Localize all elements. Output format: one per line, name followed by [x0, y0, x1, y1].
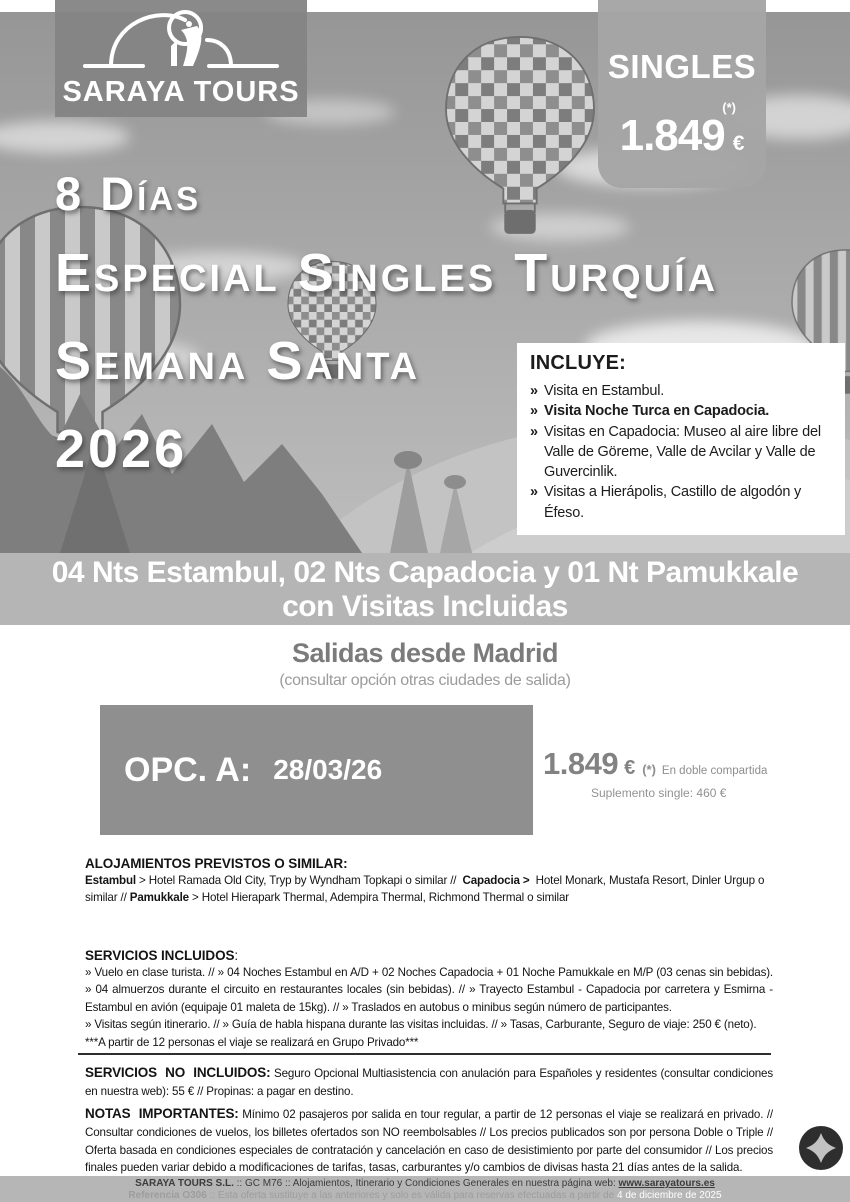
incluye-heading: INCLUYE:: [530, 352, 627, 374]
important-notes-heading: NOTAS IMPORTANTES:: [85, 1106, 239, 1121]
singles-price: [598, 111, 766, 161]
not-included-heading: SERVICIOS NO INCLUIDOS:: [85, 1065, 271, 1080]
footer-company: SARAYA TOURS S.L.: [135, 1178, 234, 1189]
option-a-box: [100, 705, 533, 835]
trip-title-line1: Especial Singles Turquía: [55, 243, 719, 303]
itinerary-banner: [0, 553, 850, 625]
logo-box: [55, 0, 307, 117]
footer-reference: Referencia O306: [128, 1190, 207, 1201]
incluye-item: » Visitas a Hierápolis, Castillo de algodón y Éfeso.: [530, 482, 839, 523]
price-block: [543, 746, 843, 800]
included-services-p1: » Vuelo en clase turista. // » 04 Noches Estambul en A/D + 02 Noches Capadocia + 01 Noche Pamukkale en M/P (03 cenas sin bebidas). » 04 almuerzos durante el circuito en restaurantes locales (sin bebidas). // » Trayecto Estambul - Capadocia por carretera y Esmirna - Estambul en avión (equipaje 01 maleta de 15kg). // » Traslados en autobus o minibus según número de participantes.: [85, 966, 777, 1014]
departures-title: Salidas desde Madrid: [291, 638, 559, 668]
incluye-box: [517, 343, 845, 535]
star-icon: [797, 1124, 845, 1172]
accommodations-heading: ALOJAMIENTOS PREVISTOS O SIMILAR:: [85, 856, 348, 871]
included-services-section: SERVICIOS INCLUIDOS: » Vuelo en clase turista. // » 04 Noches Estambul en A/D + 02 Noches Capadocia + 01 Noche Pamukkale en M/P (03 cenas sin bebidas). » 04 almuerzos durante el circuito en restaurantes locales (sin bebidas). // » Trayecto Estambul - Capadocia por carretera y Esmirna - Estambul en avión (equipaje 01 maleta de 15kg). // » Traslados en autobus o minibus según número de participantes. » Visitas según itinerario. // » Guía de habla hispana durante las visitas incluidas. // » Tasas, Carburante, Seguro de viaje: 250 € (neto). ***A partir de 12 personas el viaje se realizará en Grupo Privado***: [85, 948, 773, 1051]
scroll-top-button[interactable]: [797, 1124, 845, 1172]
included-services-heading: SERVICIOS INCLUIDOS: [85, 948, 235, 963]
incluye-item: » Visitas en Capadocia: Museo al aire libre del Valle de Göreme, Valle de Avcilar y Valle de Guvercinlik.: [530, 422, 839, 483]
price-currency: €: [624, 757, 636, 779]
not-included-text: Seguro Opcional Multiasistencia con anulación para Españoles y residentes (consultar condiciones en nuestra web): 55 € // Propinas: a pagar en destino.: [85, 1067, 777, 1099]
incluye-item: » Visita Noche Turca en Capadocia.: [530, 401, 839, 421]
brand-name: SARAYA TOURS: [62, 76, 300, 108]
singles-price-amount: 1.849: [619, 111, 725, 160]
not-included-section: [85, 1063, 777, 1101]
footer-valid-date: 4 de diciembre de 2025: [617, 1190, 722, 1201]
itinerary-banner-line2: con Visitas Incluidas: [282, 590, 568, 623]
price-amount: 1.849: [543, 746, 619, 781]
incluye-item: » Visita en Estambul.: [530, 381, 839, 401]
departures-section: [0, 638, 850, 690]
important-notes-text: Mínimo 02 pasajeros por salida en tour regular, a partir de 12 personas el viaje se realizará en privado. // Consultar condiciones de vuelos, los billetes ofertados son NO reembolsables // Los precios publicados son por persona Doble o Triple // Oferta basada en condiciones especiales de contratación y cancelación en caso de desistimiento por parte del consumidor // Los precios finales pueden variar debido a modificaciones de tarifas, tasas, carburantes y/o cambios de divisas hasta 21 días antes de la salida.: [85, 1108, 777, 1175]
important-notes-section: [85, 1104, 777, 1176]
included-services-p2: » Visitas según itinerario. // » Guía de habla hispana durante las visitas incluidas. // » Tasas, Carburante, Seguro de viaje: 250 € (neto).: [85, 1018, 757, 1032]
singles-label: SINGLES: [607, 48, 757, 85]
singles-price-currency: €: [732, 132, 745, 155]
bullet-icon: »: [530, 403, 538, 420]
accommodations-section: [85, 856, 773, 907]
footer-bar: [0, 1176, 850, 1202]
trip-duration: 8 Días: [55, 167, 202, 220]
section-divider: [78, 1053, 771, 1055]
bullet-icon: »: [530, 484, 538, 501]
bullet-icon: »: [530, 423, 538, 440]
footer-note: :: Esta oferta sustituye a las anteriores y solo es válida para reservas efectuadas a partir de: [206, 1190, 618, 1201]
single-supplement: Suplemento single: 460 €: [591, 786, 727, 800]
included-services-p3: ***A partir de 12 personas el viaje se realizará en Grupo Privado***: [85, 1035, 419, 1049]
option-date: 28/03/26: [273, 754, 383, 785]
departures-subtitle: (consultar opción otras ciudades de salida): [279, 672, 571, 689]
itinerary-banner-line1: 04 Nts Estambul, 02 Nts Capadocia y 01 Nt Pamukkale: [51, 556, 799, 589]
singles-asterisk: (*): [722, 100, 736, 115]
accommodations-text: Estambul > Hotel Ramada Old City, Tryp by Wyndham Topkapi o similar // Capadocia > Hotel Monark, Mustafa Resort, Dinler Urgup o similar // Pamukkale > Hotel Hierapark Thermal, Adempira Thermal, Richmond Thermal o similar: [85, 874, 768, 905]
price-asterisk: (*): [642, 762, 656, 777]
trip-year: 2026: [55, 419, 188, 479]
trip-title-line2: Semana Santa: [55, 331, 421, 391]
bullet-icon: »: [530, 383, 538, 399]
saraya-bird-logo-icon: [81, 0, 281, 80]
option-label: OPC. A:: [124, 750, 252, 789]
singles-badge: [598, 0, 766, 188]
footer-website-link[interactable]: www.sarayatours.es: [618, 1178, 715, 1189]
price-condition: En doble compartida: [661, 765, 768, 777]
footer-info: :: GC M76 :: Alojamientos, Itinerario y Condiciones Generales en nuestra página web:: [233, 1178, 619, 1189]
